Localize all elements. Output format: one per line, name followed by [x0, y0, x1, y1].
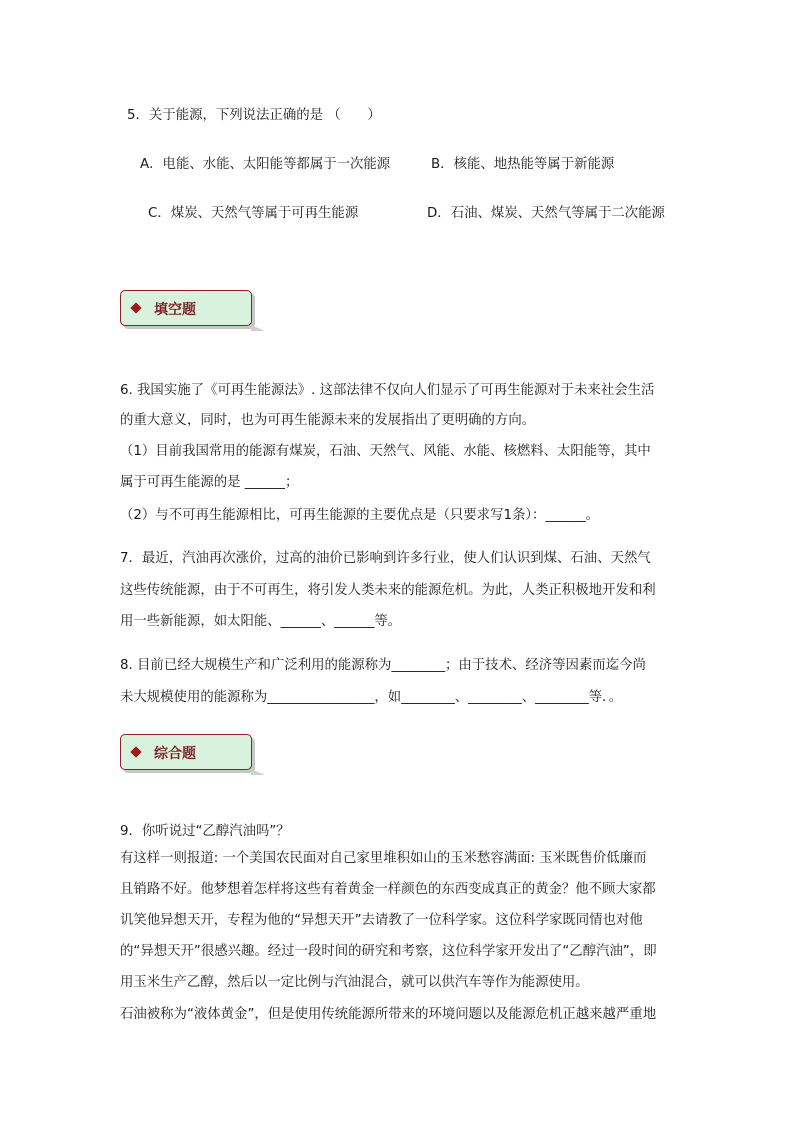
q5-option-c: C．煤炭、天然气等属于可再生能源	[148, 206, 359, 221]
q5-option-d: D．石油、煤炭、天然气等属于二次能源	[427, 206, 665, 221]
q9-line-2: 有这样一则报道: 一个美国农民面对自己家里堆积如山的玉米愁容满面: 玉米既售价低廉而	[120, 851, 647, 866]
q5-option-a: A．电能、水能、太阳能等都属于一次能源	[140, 157, 391, 172]
q6-line-5: （2）与不可再生能源相比，可再生能源的主要优点是（只要求写1条）：______。	[120, 508, 600, 523]
q6-line-4: 属于可再生能源的是 ______；	[120, 475, 299, 490]
q9-line-4: 讥笑他异想天开，专程为他的“异想天开”去请教了一位科学家。这位科学家既同情也对他	[120, 913, 643, 928]
q8-line-2: 未大规模使用的能源称为________________，如________、________、________等．。	[120, 690, 623, 705]
q6-line-1: 6. 我国实施了《可再生能源法》. 这部法律不仅向人们显示了可再生能源对于未来社会生活	[120, 383, 655, 398]
diamond-bullet-icon	[130, 302, 141, 313]
section-header-comprehensive	[120, 734, 252, 770]
q7-line-3: 用一些新能源，如太阳能、______、______等。	[120, 614, 402, 629]
section-title: 综合题	[154, 746, 196, 762]
q9-line-5: 的“异想天开”很感兴趣。经过一段时间的研究和考察，这位科学家开发出了“乙醇汽油”，即	[120, 944, 657, 959]
section-title: 填空题	[154, 302, 196, 318]
section-header-fill-in	[120, 290, 252, 326]
q8-line-1: 8. 目前已经大规模生产和广泛利用的能源称为________；由于技术、经济等因素而迄今尚	[120, 658, 646, 673]
q6-line-2: 的重大意义，同时，也为可再生能源未来的发展指出了更明确的方向。	[120, 413, 536, 428]
q5-option-b: B．核能、地热能等属于新能源	[431, 157, 615, 172]
q9-line-7: 石油被称为“液体黄金”，但是使用传统能源所带来的环境问题以及能源危机正越来越严重地	[120, 1007, 657, 1022]
q9-line-1: 9．你听说过“乙醇汽油吗”？	[120, 824, 290, 839]
q7-line-2: 这些传统能源，由于不可再生，将引发人类未来的能源危机。为此，人类正积极地开发和利	[120, 583, 656, 598]
q5-stem: 5．关于能源，下列说法正确的是 （ ）	[127, 108, 381, 123]
diamond-bullet-icon	[130, 746, 141, 757]
q9-line-6: 用玉米生产乙醇，然后以一定比例与汽油混合，就可以供汽车等作为能源使用。	[120, 975, 589, 990]
q6-line-3: （1）目前我国常用的能源有煤炭，石油、天然气、风能、水能、核燃料、太阳能等，其中	[120, 444, 651, 459]
q9-line-3: 且销路不好。他梦想着怎样将这些有着黄金一样颜色的东西变成真正的黄金？他不顾大家都	[120, 882, 656, 897]
q7-line-1: 7．最近，汽油再次涨价，过高的油价已影响到许多行业，使人们认识到煤、石油、天然气	[120, 551, 651, 566]
